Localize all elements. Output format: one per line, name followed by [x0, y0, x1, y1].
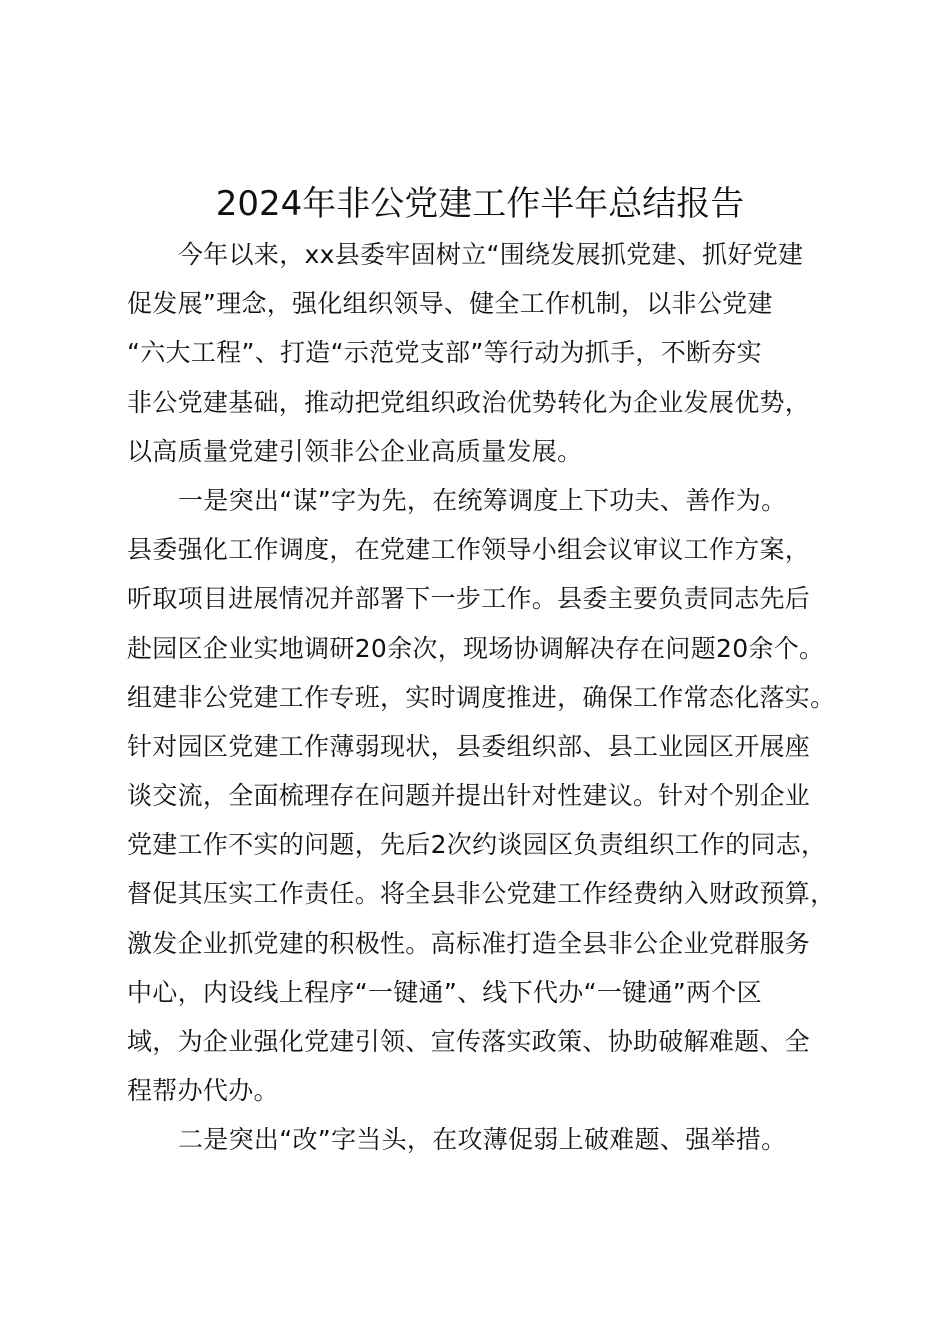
- paragraph-line: “六大工程”、打造“示范党支部”等行动为抓手，不断夯实: [127, 338, 762, 368]
- paragraph-line: 听取项目进展情况并部署下一步工作。县委主要负责同志先后: [127, 584, 811, 614]
- paragraph-line: 程帮办代办。: [127, 1076, 279, 1106]
- paragraph-line: 党建工作不实的问题，先后2次约谈园区负责组织工作的同志，: [127, 830, 827, 860]
- document-body: [127, 230, 867, 1165]
- paragraph-line: 今年以来，xx县委牢固树立“围绕发展抓党建、抓好党建: [178, 240, 804, 269]
- paragraph-line: 赴园区企业实地调研20余次，现场协调解决存在问题20余个。: [127, 633, 825, 663]
- paragraph-line: 针对园区党建工作薄弱现状，县委组织部、县工业园区开展座: [127, 731, 811, 761]
- paragraph-line: 非公党建基础，推动把党组织政治优势转化为企业发展优势，: [127, 387, 811, 417]
- document-title: 2024年非公党建工作半年总结报告: [215, 184, 745, 224]
- paragraph-line: 二是突出“改”字当头，在攻薄促弱上破难题、强举措。: [178, 1125, 787, 1155]
- paragraph-line: 激发企业抓党建的积极性。高标准打造全县非公企业党群服务: [127, 928, 811, 958]
- paragraph-line: 促发展”理念，强化组织领导、健全工作机制，以非公党建: [127, 289, 773, 319]
- paragraph-line: 域，为企业强化党建引领、宣传落实政策、协助破解难题、全: [127, 1027, 811, 1056]
- paragraph-line: 谈交流，全面梳理存在问题并提出针对性建议。针对个别企业: [127, 781, 811, 811]
- paragraph-line: 以高质量党建引领非公企业高质量发展。: [127, 436, 583, 466]
- paragraph-line: 督促其压实工作责任。将全县非公党建工作经费纳入财政预算，: [127, 879, 836, 909]
- paragraph-line: 一是突出“谋”字为先，在统筹调度上下功夫、善作为。: [178, 485, 787, 515]
- paragraph-line: 县委强化工作调度，在党建工作领导小组会议审议工作方案，: [127, 535, 811, 565]
- paragraph-line: 中心，内设线上程序“一键通”、线下代办“一键通”两个区: [127, 977, 762, 1007]
- paragraph-line: 组建非公党建工作专班，实时调度推进，确保工作常态化落实。: [127, 682, 836, 712]
